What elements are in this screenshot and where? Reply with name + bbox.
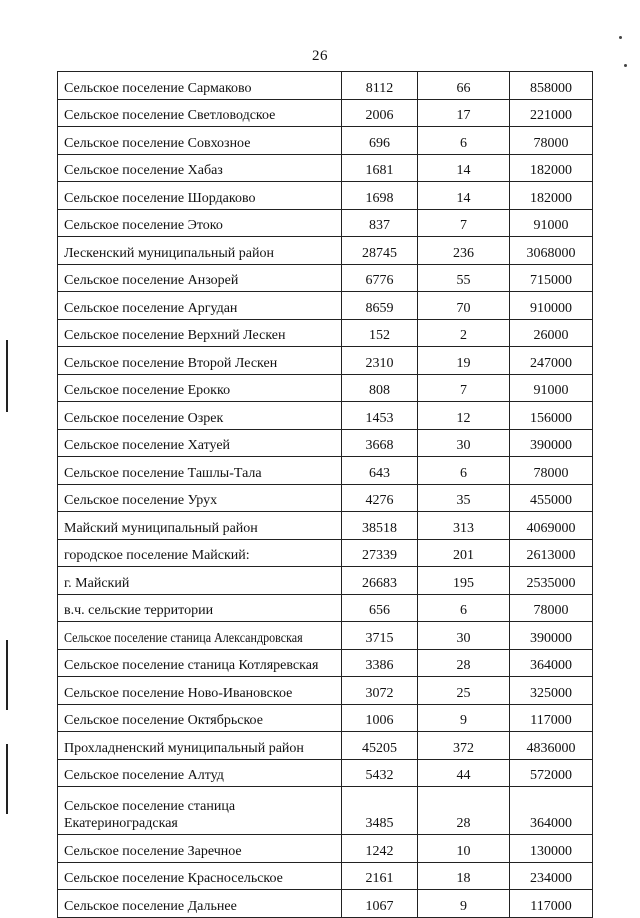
count-cell: 12	[418, 402, 510, 430]
count-cell: 201	[418, 539, 510, 567]
settlement-name-cell	[58, 622, 342, 650]
amount-cell: 91000	[510, 374, 593, 402]
amount-cell: 390000	[510, 622, 593, 650]
settlement-name: г. Майский	[64, 575, 130, 591]
population-cell: 2161	[342, 862, 418, 890]
count-cell: 66	[418, 72, 510, 100]
settlement-name: Сельское поселение станица Котляревская	[64, 658, 319, 673]
table-row	[58, 209, 593, 237]
population-cell: 1242	[342, 835, 418, 863]
table-row	[58, 704, 593, 732]
population-cell: 45205	[342, 732, 418, 760]
population-cell: 837	[342, 209, 418, 237]
settlement-name: в.ч. сельские территории	[64, 603, 214, 618]
table-row	[58, 374, 593, 402]
count-cell: 70	[418, 292, 510, 320]
settlement-name-cell	[58, 890, 342, 918]
count-cell: 6	[418, 457, 510, 485]
amount-cell: 221000	[510, 99, 593, 127]
settlement-name: Сельское поселение Хатуей	[64, 438, 231, 453]
amount-cell: 78000	[510, 594, 593, 622]
amount-cell: 182000	[510, 182, 593, 210]
count-cell: 313	[418, 512, 510, 540]
margin-mark	[6, 640, 8, 710]
table-row	[58, 99, 593, 127]
population-cell: 1006	[342, 704, 418, 732]
population-cell: 3485	[342, 787, 418, 835]
settlement-name-line: Екатериноградская	[64, 816, 178, 831]
margin-mark	[6, 744, 8, 814]
settlement-name-cell	[58, 347, 342, 375]
count-cell: 2	[418, 319, 510, 347]
settlement-name: Лескенский муниципальный район	[64, 245, 274, 261]
table-row	[58, 182, 593, 210]
settlement-name: Сельское поселение Светловодское	[64, 108, 276, 123]
population-cell: 2006	[342, 99, 418, 127]
population-cell: 1681	[342, 154, 418, 182]
table-row	[58, 512, 593, 540]
settlement-name: Сельское поселение Красносельское	[64, 871, 283, 886]
table-row	[58, 835, 593, 863]
settlement-name-cell	[58, 402, 342, 430]
table-body	[58, 72, 593, 918]
count-cell: 44	[418, 759, 510, 787]
amount-cell: 247000	[510, 347, 593, 375]
amount-cell: 910000	[510, 292, 593, 320]
population-cell: 1453	[342, 402, 418, 430]
population-cell: 656	[342, 594, 418, 622]
population-cell: 808	[342, 374, 418, 402]
amount-cell: 572000	[510, 759, 593, 787]
population-cell: 8659	[342, 292, 418, 320]
settlement-name-cell	[58, 732, 342, 760]
table-row	[58, 787, 593, 835]
amount-cell: 130000	[510, 835, 593, 863]
count-cell: 9	[418, 704, 510, 732]
settlement-name-cell	[58, 72, 342, 100]
settlement-name-cell	[58, 429, 342, 457]
settlement-name: Сельское поселение Озрек	[64, 410, 224, 426]
settlement-name: Сельское поселение Шордаково	[64, 190, 256, 206]
population-cell: 152	[342, 319, 418, 347]
table-row	[58, 237, 593, 265]
count-cell: 28	[418, 649, 510, 677]
settlement-name-cell	[58, 99, 342, 127]
settlement-name: Сельское поселение Октябрьское	[64, 713, 263, 728]
table-row	[58, 264, 593, 292]
settlement-name: Сельское поселение Хабаз	[64, 163, 223, 178]
settlement-name: Сельское поселение Заречное	[64, 843, 242, 859]
population-cell: 3386	[342, 649, 418, 677]
settlement-name-cell	[58, 154, 342, 182]
count-cell: 7	[418, 374, 510, 402]
table-row	[58, 732, 593, 760]
table-row	[58, 567, 593, 595]
count-cell: 14	[418, 182, 510, 210]
table-row	[58, 402, 593, 430]
population-cell: 2310	[342, 347, 418, 375]
count-cell: 236	[418, 237, 510, 265]
count-cell: 55	[418, 264, 510, 292]
table-row	[58, 649, 593, 677]
margin-mark	[6, 340, 8, 412]
amount-cell: 78000	[510, 127, 593, 155]
settlement-name-cell	[58, 862, 342, 890]
settlement-name-cell	[58, 649, 342, 677]
settlement-name: Сельское поселение станица Александровская	[64, 630, 303, 646]
table-row	[58, 429, 593, 457]
settlement-name-cell	[58, 787, 342, 835]
settlement-name-cell	[58, 292, 342, 320]
amount-cell: 364000	[510, 649, 593, 677]
table-row	[58, 154, 593, 182]
amount-cell: 91000	[510, 209, 593, 237]
population-cell: 5432	[342, 759, 418, 787]
settlement-name: Сельское поселение Ташлы-Тала	[64, 465, 262, 481]
settlement-name: Сельское поселение Дальнее	[64, 898, 237, 914]
page-number: 26	[312, 48, 328, 64]
count-cell: 9	[418, 890, 510, 918]
amount-cell: 234000	[510, 862, 593, 890]
settlement-name: Сельское поселение Аргудан	[64, 300, 238, 316]
table-row	[58, 890, 593, 918]
settlement-name-cell	[58, 264, 342, 292]
population-cell: 3668	[342, 429, 418, 457]
table-row	[58, 457, 593, 485]
count-cell: 18	[418, 862, 510, 890]
settlement-name-line: Сельское поселение станица	[64, 799, 236, 814]
amount-cell: 390000	[510, 429, 593, 457]
settlement-name-cell	[58, 374, 342, 402]
amount-cell: 715000	[510, 264, 593, 292]
settlement-name-cell	[58, 512, 342, 540]
settlement-name-cell	[58, 704, 342, 732]
settlement-name-cell	[58, 319, 342, 347]
settlement-name: Сельское поселение Ерокко	[64, 383, 231, 398]
amount-cell: 325000	[510, 677, 593, 705]
amount-cell: 2613000	[510, 539, 593, 567]
settlement-name: городское поселение Майский:	[64, 548, 250, 563]
settlement-name: Сельское поселение Этоко	[64, 218, 223, 233]
amount-cell: 858000	[510, 72, 593, 100]
settlement-name: Сельское поселение Ново-Ивановское	[64, 685, 293, 701]
count-cell: 6	[418, 127, 510, 155]
table-row	[58, 484, 593, 512]
table-row	[58, 127, 593, 155]
population-cell: 38518	[342, 512, 418, 540]
count-cell: 14	[418, 154, 510, 182]
amount-cell: 117000	[510, 890, 593, 918]
count-cell: 35	[418, 484, 510, 512]
amount-cell: 364000	[510, 787, 593, 835]
amount-cell: 78000	[510, 457, 593, 485]
table-row	[58, 347, 593, 375]
settlement-name-cell	[58, 209, 342, 237]
settlement-name-cell	[58, 237, 342, 265]
settlements-table	[57, 71, 593, 918]
amount-cell: 4836000	[510, 732, 593, 760]
count-cell: 195	[418, 567, 510, 595]
amount-cell: 4069000	[510, 512, 593, 540]
settlement-name-cell	[58, 539, 342, 567]
count-cell: 19	[418, 347, 510, 375]
population-cell: 27339	[342, 539, 418, 567]
population-cell: 1698	[342, 182, 418, 210]
population-cell: 8112	[342, 72, 418, 100]
settlement-name: Сельское поселение Урух	[64, 493, 218, 508]
table-row	[58, 292, 593, 320]
population-cell: 1067	[342, 890, 418, 918]
settlement-name: Сельское поселение Анзорей	[64, 273, 239, 288]
table-row	[58, 759, 593, 787]
amount-cell: 3068000	[510, 237, 593, 265]
amount-cell: 455000	[510, 484, 593, 512]
count-cell: 30	[418, 429, 510, 457]
settlement-name-cell	[58, 127, 342, 155]
table-row	[58, 539, 593, 567]
count-cell: 10	[418, 835, 510, 863]
count-cell: 30	[418, 622, 510, 650]
population-cell: 696	[342, 127, 418, 155]
settlement-name-cell	[58, 594, 342, 622]
table-row	[58, 594, 593, 622]
settlement-name: Сельское поселение Второй Лескен	[64, 355, 278, 371]
table-row	[58, 862, 593, 890]
settlement-name: Сельское поселение Алтуд	[64, 768, 224, 783]
count-cell: 25	[418, 677, 510, 705]
settlement-name-cell	[58, 457, 342, 485]
population-cell: 4276	[342, 484, 418, 512]
settlement-name-cell	[58, 677, 342, 705]
amount-cell: 2535000	[510, 567, 593, 595]
population-cell: 3072	[342, 677, 418, 705]
population-cell: 28745	[342, 237, 418, 265]
settlement-name-cell	[58, 182, 342, 210]
population-cell: 26683	[342, 567, 418, 595]
table-row	[58, 622, 593, 650]
amount-cell: 117000	[510, 704, 593, 732]
settlement-name-cell	[58, 759, 342, 787]
settlement-name-cell	[58, 567, 342, 595]
amount-cell: 26000	[510, 319, 593, 347]
population-cell: 6776	[342, 264, 418, 292]
count-cell: 6	[418, 594, 510, 622]
count-cell: 372	[418, 732, 510, 760]
amount-cell: 156000	[510, 402, 593, 430]
settlement-name: Сельское поселение Совхозное	[64, 135, 251, 151]
table-row	[58, 72, 593, 100]
amount-cell: 182000	[510, 154, 593, 182]
count-cell: 28	[418, 787, 510, 835]
count-cell: 7	[418, 209, 510, 237]
population-cell: 643	[342, 457, 418, 485]
table-row	[58, 677, 593, 705]
scan-speck	[624, 64, 627, 67]
population-cell: 3715	[342, 622, 418, 650]
table-row	[58, 319, 593, 347]
count-cell: 17	[418, 99, 510, 127]
settlement-name: Сельское поселение Верхний Лескен	[64, 328, 286, 343]
settlement-name: Сельское поселение Сармаково	[64, 80, 252, 96]
settlement-name-cell	[58, 484, 342, 512]
settlement-name: Прохладненский муниципальный район	[64, 740, 304, 756]
scan-speck	[619, 36, 622, 39]
settlement-name: Майский муниципальный район	[64, 520, 258, 536]
settlement-name-cell	[58, 835, 342, 863]
